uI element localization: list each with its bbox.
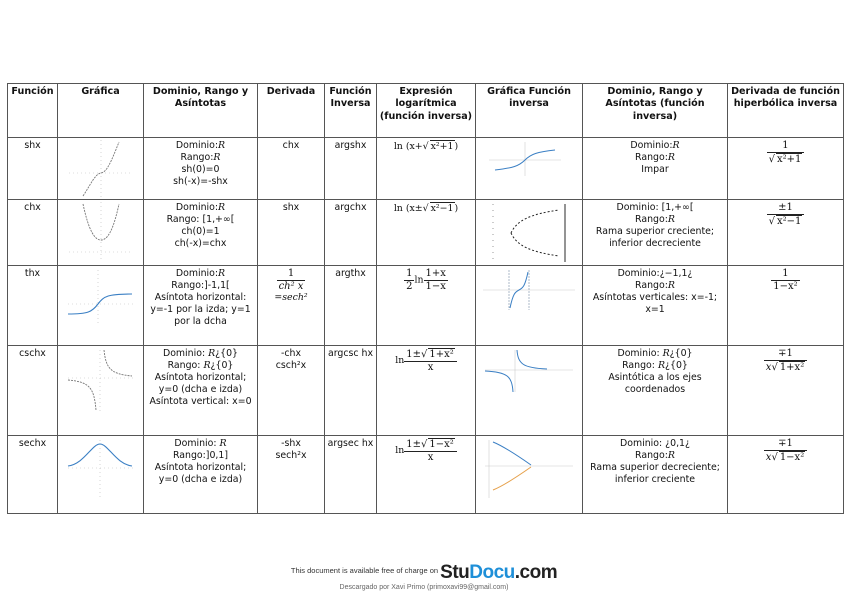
header-funcion: Función: [8, 84, 58, 138]
log-expression: ln $\frac{\text{1±√ 1−x²}}{x}$: [377, 436, 476, 514]
thx-graph: [66, 268, 136, 328]
log-expression: $\frac{1}{2}$ ln $\frac{1+x}{1-x}$: [377, 266, 476, 346]
graph-cell: [58, 266, 144, 346]
inverse-domain-cell: Dominio: R¿{0} Rango: R¿{0} Asintótica a los ejes coordenados: [583, 346, 728, 436]
log-expression: ln (x+√ x²+1): [377, 138, 476, 200]
domain-cell: Dominio: R Rango:]0,1] Asíntota horizontal; y=0 (dcha e izda): [144, 436, 258, 514]
function-name: thx: [8, 266, 58, 346]
inverse-function: argchx: [325, 200, 377, 266]
header-grafica: Gráfica: [58, 84, 144, 138]
log-expression: ln (x±√ x²−1): [377, 200, 476, 266]
table-row: [8, 436, 844, 514]
domain-cell: Dominio:R Rango:]-1,1[ Asíntota horizontal: y=-1 por la izda; y=1 por la dcha: [144, 266, 258, 346]
inverse-derivative: $\frac{1}{\text{√ x²+1}}$: [728, 138, 844, 200]
table-row: [8, 200, 844, 266]
inverse-domain-cell: Dominio:R Rango:R Impar: [583, 138, 728, 200]
argshx-graph: [489, 140, 569, 180]
log-expression: ln $\frac{\text{1±√ 1+x²}}{x}$: [377, 346, 476, 436]
inverse-function: argthx: [325, 266, 377, 346]
graph-cell: [58, 346, 144, 436]
inverse-function: argshx: [325, 138, 377, 200]
function-name: sechx: [8, 436, 58, 514]
domain-cell: Dominio: R¿{0} Rango: R¿{0} Asíntota horizontal; y=0 (dcha e izda) Asíntota vertical: x=0: [144, 346, 258, 436]
graph-cell: [58, 200, 144, 266]
hyperbolic-functions-table: [7, 83, 844, 514]
argsechx-graph: [481, 438, 577, 500]
inverse-domain-cell: Dominio: [1,+∞[ Rango:R Rama superior creciente; inferior decreciente: [583, 200, 728, 266]
function-name: chx: [8, 200, 58, 266]
studocu-logo[interactable]: StuDocu.com: [440, 562, 558, 583]
studocu-footer: [0, 562, 848, 584]
chx-graph: [69, 202, 133, 262]
header-funcion-inversa: Función Inversa: [325, 84, 377, 138]
header-dominio-inversa: Dominio, Rango y Asíntotas (función inversa): [583, 84, 728, 138]
header-expresion-logaritmica: Expresión logarítmica (función inversa): [377, 84, 476, 138]
header-derivada-inversa: Derivada de función hiperbólica inversa: [728, 84, 844, 138]
argchx-graph: [481, 202, 577, 264]
inverse-derivative: $\frac{1}{\text{1−x²}}$: [728, 266, 844, 346]
inverse-derivative: $\frac{\pm 1}{\text{√ x²−1}}$: [728, 200, 844, 266]
inverse-domain-cell: Dominio: ¿0,1¿ Rango:R Rama superior decreciente; inferior creciente: [583, 436, 728, 514]
derivative-cell: -chx csch²x: [258, 346, 325, 436]
derivative-cell: shx: [258, 200, 325, 266]
derivative-cell: -shx sech²x: [258, 436, 325, 514]
download-credit: Descargado por Xavi Primo (primoxavi99@gmail.com): [339, 584, 509, 591]
header-dominio: Dominio, Rango y Asíntotas: [144, 84, 258, 138]
inverse-function: argcsc hx: [325, 346, 377, 436]
header-grafica-inversa: Gráfica Función inversa: [476, 84, 583, 138]
table-row: [8, 266, 844, 346]
table-row: [8, 138, 844, 200]
graph-cell: [58, 436, 144, 514]
header-row: [8, 84, 844, 138]
inverse-derivative: $\frac{\mp 1}{\text{x√ 1−x²}}$: [728, 436, 844, 514]
derivative-cell: $\frac{1}{\text{ch² x}}$ =sech²: [258, 266, 325, 346]
free-text: This document is available free of charge on: [290, 566, 439, 575]
header-derivada: Derivada: [258, 84, 325, 138]
domain-cell: Dominio:R Rango:R sh(0)=0 sh(-x)=-shx: [144, 138, 258, 200]
inverse-graph-cell: [476, 266, 583, 346]
graph-cell: [58, 138, 144, 200]
argthx-graph: [481, 268, 577, 312]
argcschx-graph: [481, 348, 577, 394]
function-name: shx: [8, 138, 58, 200]
inverse-graph-cell: [476, 138, 583, 200]
sechx-graph: [66, 438, 136, 500]
shx-graph: [69, 140, 133, 198]
inverse-function: argsec hx: [325, 436, 377, 514]
domain-cell: Dominio:R Rango: [1,+∞[ ch(0)=1 ch(-x)=chx: [144, 200, 258, 266]
table-row: [8, 346, 844, 436]
inverse-graph-cell: [476, 346, 583, 436]
inverse-graph-cell: [476, 436, 583, 514]
inverse-graph-cell: [476, 200, 583, 266]
inverse-domain-cell: Dominio:¿−1,1¿ Rango:R Asíntotas verticales: x=-1; x=1: [583, 266, 728, 346]
inverse-derivative: $\frac{\mp 1}{\text{x√ 1+x²}}$: [728, 346, 844, 436]
derivative-cell: chx: [258, 138, 325, 200]
function-name: cschx: [8, 346, 58, 436]
cschx-graph: [66, 348, 136, 414]
